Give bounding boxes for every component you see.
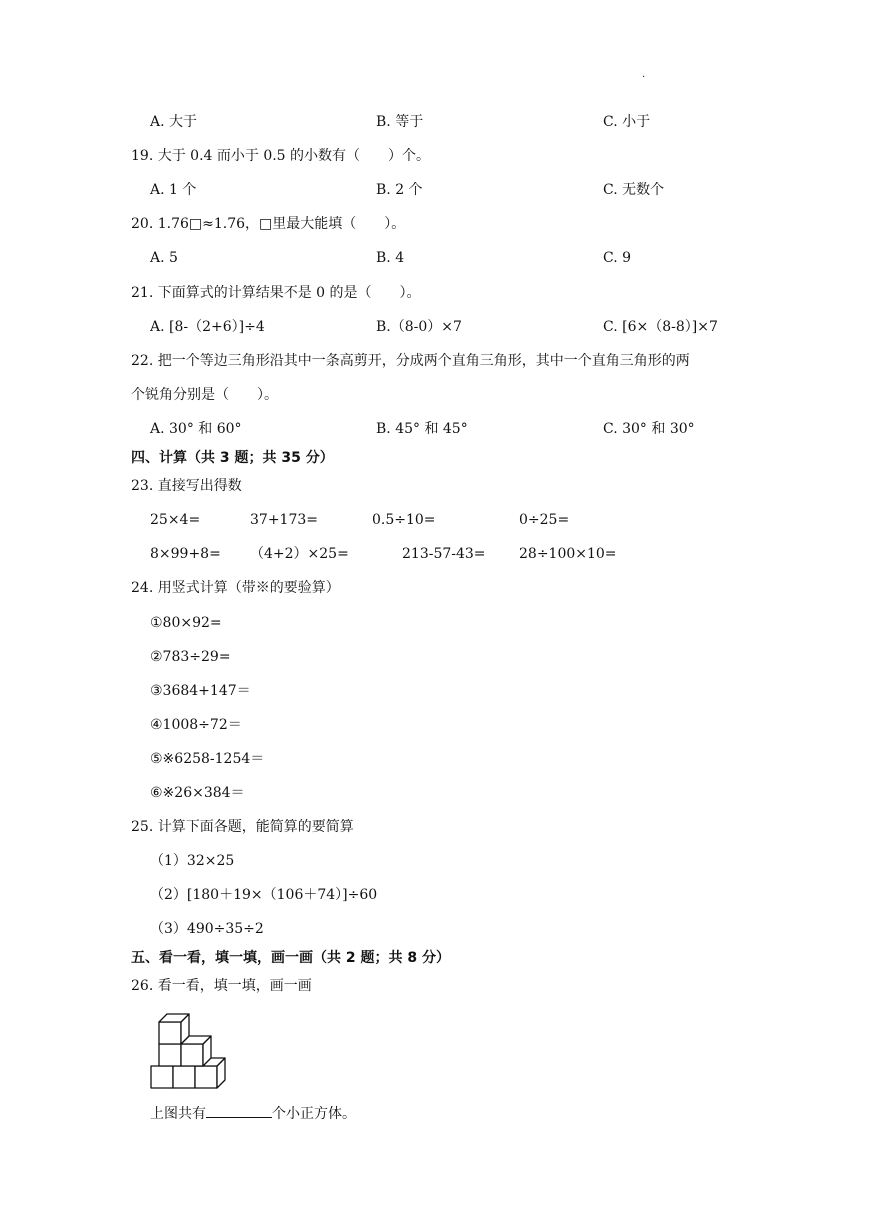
q24-item: ③3684+147＝: [150, 683, 251, 699]
q18-option-a: A. 大于: [150, 114, 198, 130]
q22-option-b: B. 45° 和 45°: [376, 421, 468, 437]
q26-fill-before: 上图共有: [150, 1106, 206, 1122]
q25-stem: 25. 计算下面各题，能简算的要简算: [131, 819, 354, 835]
q23-item: 0÷25=: [519, 512, 570, 528]
q25-item: （2）[180＋19×（106＋74）]÷60: [150, 887, 378, 903]
q26-fill-sentence: [150, 1103, 356, 1123]
q23-item: 8×99+8=: [150, 546, 221, 562]
q24-item: ②783÷29=: [150, 649, 231, 665]
q24-stem: 24. 用竖式计算（带※的要验算）: [131, 580, 340, 596]
header-mark: .: [642, 69, 646, 80]
section4-title: 四、计算（共 3 题；共 35 分）: [131, 450, 334, 466]
q23-item: （4+2）×25=: [250, 546, 349, 562]
q21-stem: 21. 下面算式的计算结果不是 0 的是（ ）。: [131, 285, 421, 301]
q20-option-c: C. 9: [603, 250, 632, 266]
q19-option-a: A. 1 个: [150, 182, 197, 198]
q23-item: 0.5÷10=: [372, 512, 436, 528]
q19-option-c: C. 无数个: [603, 182, 665, 198]
q23-stem: 23. 直接写出得数: [131, 478, 242, 494]
q24-item: ①80×92=: [150, 615, 222, 631]
q23-item: 37+173=: [250, 512, 318, 528]
q19-option-b: B. 2 个: [376, 182, 423, 198]
q26-fill-after: 个小正方体。: [272, 1106, 356, 1122]
answer-blank[interactable]: [206, 1103, 272, 1118]
q22-option-a: A. 30° 和 60°: [150, 421, 242, 437]
q23-item: 213-57-43=: [402, 546, 486, 562]
q20-stem: 20. 1.76□≈1.76，□里最大能填（ ）。: [131, 216, 406, 232]
section5-title: 五、看一看，填一填，画一画（共 2 题；共 8 分）: [131, 950, 450, 966]
q21-option-c: C. [6×（8-8）]×7: [603, 319, 718, 335]
q18-option-c: C. 小于: [603, 114, 651, 130]
q23-item: 25×4=: [150, 512, 201, 528]
q20-option-b: B. 4: [376, 250, 405, 266]
q26-stem: 26. 看一看，填一填，画一画: [131, 978, 312, 994]
q22-stem-line2: 个锐角分别是（ ）。: [131, 387, 278, 403]
cube-stack-figure: [149, 1010, 239, 1090]
q23-item: 28÷100×10=: [519, 546, 617, 562]
q18-option-b: B. 等于: [376, 114, 424, 130]
q24-item: ⑤※6258-1254＝: [150, 751, 265, 767]
q20-option-a: A. 5: [150, 250, 178, 266]
q21-option-b: B.（8-0）×7: [376, 319, 462, 335]
q21-option-a: A. [8-（2+6）]÷4: [150, 319, 265, 335]
q19-stem: 19. 大于 0.4 而小于 0.5 的小数有（ ）个。: [131, 148, 431, 164]
q22-option-c: C. 30° 和 30°: [603, 421, 695, 437]
q22-stem-line1: 22. 把一个等边三角形沿其中一条高剪开，分成两个直角三角形，其中一个直角三角形的两: [131, 353, 690, 369]
q25-item: （1）32×25: [150, 853, 235, 869]
q24-item: ④1008÷72＝: [150, 717, 242, 733]
q24-item: ⑥※26×384＝: [150, 785, 245, 801]
q25-item: （3）490÷35÷2: [150, 921, 264, 937]
